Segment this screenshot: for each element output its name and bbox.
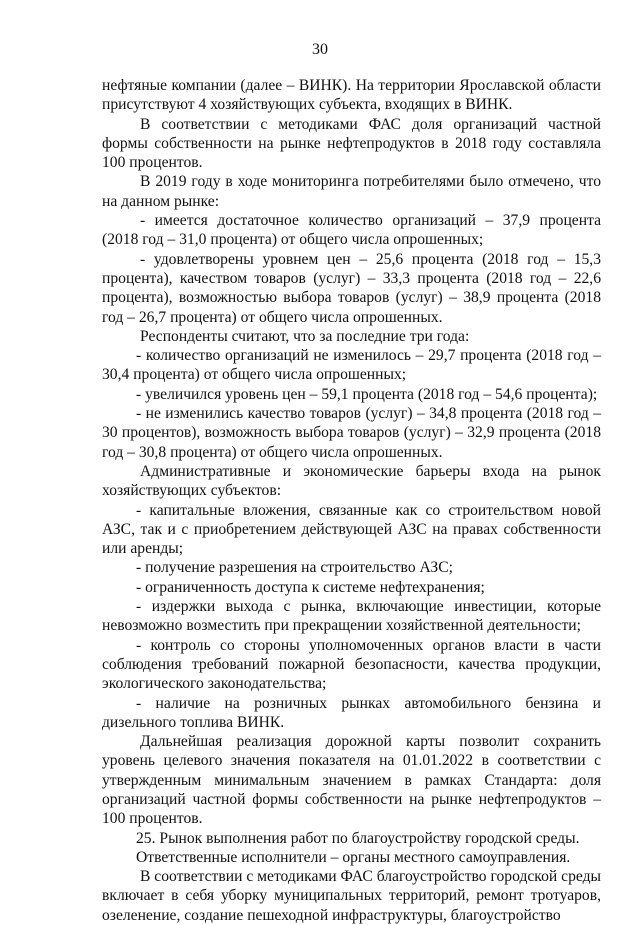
list-item-quality-unchanged: - не изменились качество товаров (услуг) – 34,8 процента (2018 год – 30 процентов), возможность выбора товаров (услуг) – 32,9 процента (2018 год – 30,8 процента) от общего числа опрошенных.: [102, 405, 601, 461]
page-number: 30: [312, 41, 328, 58]
list-item-capital-investment: - капитальные вложения, связанные как со строительством новой АЗС, так и с приобретением действующей АЗС на правах собственности или аренды;: [102, 501, 601, 558]
list-item-storage-access: - ограниченность доступа к системе нефтехранения;: [136, 578, 485, 596]
paragraph-barriers: Административные и экономические барьеры входа на рынок хозяйствующих субъектов:: [102, 462, 601, 500]
paragraph-responsible: Ответственные исполнители – органы местного самоуправления.: [136, 848, 571, 866]
paragraph-monitoring-2019: В 2019 году в ходе мониторинга потребителями было отмечено, что на данном рынке:: [102, 173, 601, 210]
paragraph-vink-intro: нефтяные компании (далее – ВИНК). На территории Ярославской области присутствуют 4 хозяйствующих субъекта, входящих в ВИНК.: [102, 77, 601, 114]
paragraph-private-share: В соответствии с методиками ФАС доля организаций частной формы собственности на рынке нефтепродуктов в 2018 году составляла 100 процентов.: [102, 115, 601, 172]
list-item-vink-presence: - наличие на розничных рынках автомобильного бензина и дизельного топлива ВИНК.: [102, 694, 601, 731]
document-body: [102, 76, 601, 925]
list-item-satisfaction: - удовлетворены уровнем цен – 25,6 процента (2018 год – 15,3 процента), качеством товаров (услуг) – 33,3 процента (2018 год – 22,6 процента), возможностью выбора товаров (услуг) – 38,9 процента (2018 год – 26,7 процента) от общего числа опрошенных.: [102, 250, 601, 326]
list-item-authority-control: - контроль со стороны уполномоченных органов власти в части соблюдения требований пожарной безопасности, качества продукции, экологического законодательства;: [102, 636, 601, 693]
paragraph-respondents: Респонденты считают, что за последние три года:: [140, 327, 470, 345]
list-item-organizations-unchanged: - количество организаций не изменилось – 29,7 процента (2018 год – 30,4 процента) от общего числа опрошенных;: [102, 347, 601, 384]
paragraph-urban-improvement: В соответствии с методиками ФАС благоустройство городской среды включает в себя уборку муниципальных территорий, ремонт тротуаров, озеленение, создание пешеходной инфраструктуры, благоустройство: [102, 868, 601, 924]
list-item-organizations-count: - имеется достаточное количество организаций – 37,9 процента (2018 год – 31,0 процента) от общего числа опрошенных;: [102, 212, 601, 249]
list-item-construction-permit: - получение разрешения на строительство АЗС;: [136, 559, 453, 577]
list-item-exit-costs: - издержки выхода с рынка, включающие инвестиции, которые невозможно возместить при прекращении хозяйственной деятельности;: [102, 598, 601, 635]
paragraph-roadmap: Дальнейшая реализация дорожной карты позволит сохранить уровень целевого значения показателя на 01.01.2022 в соответствии с утвержденным минимальным значением в рамках Стандарта: доля организаций частной формы собственности на рынке нефтепродуктов – 100 процентов.: [102, 733, 601, 828]
section-heading-25: 25. Рынок выполнения работ по благоустройству городской среды.: [136, 829, 580, 847]
list-item-prices-increased: - увеличился уровень цен – 59,1 процента (2018 год – 54,6 процента);: [136, 385, 598, 403]
